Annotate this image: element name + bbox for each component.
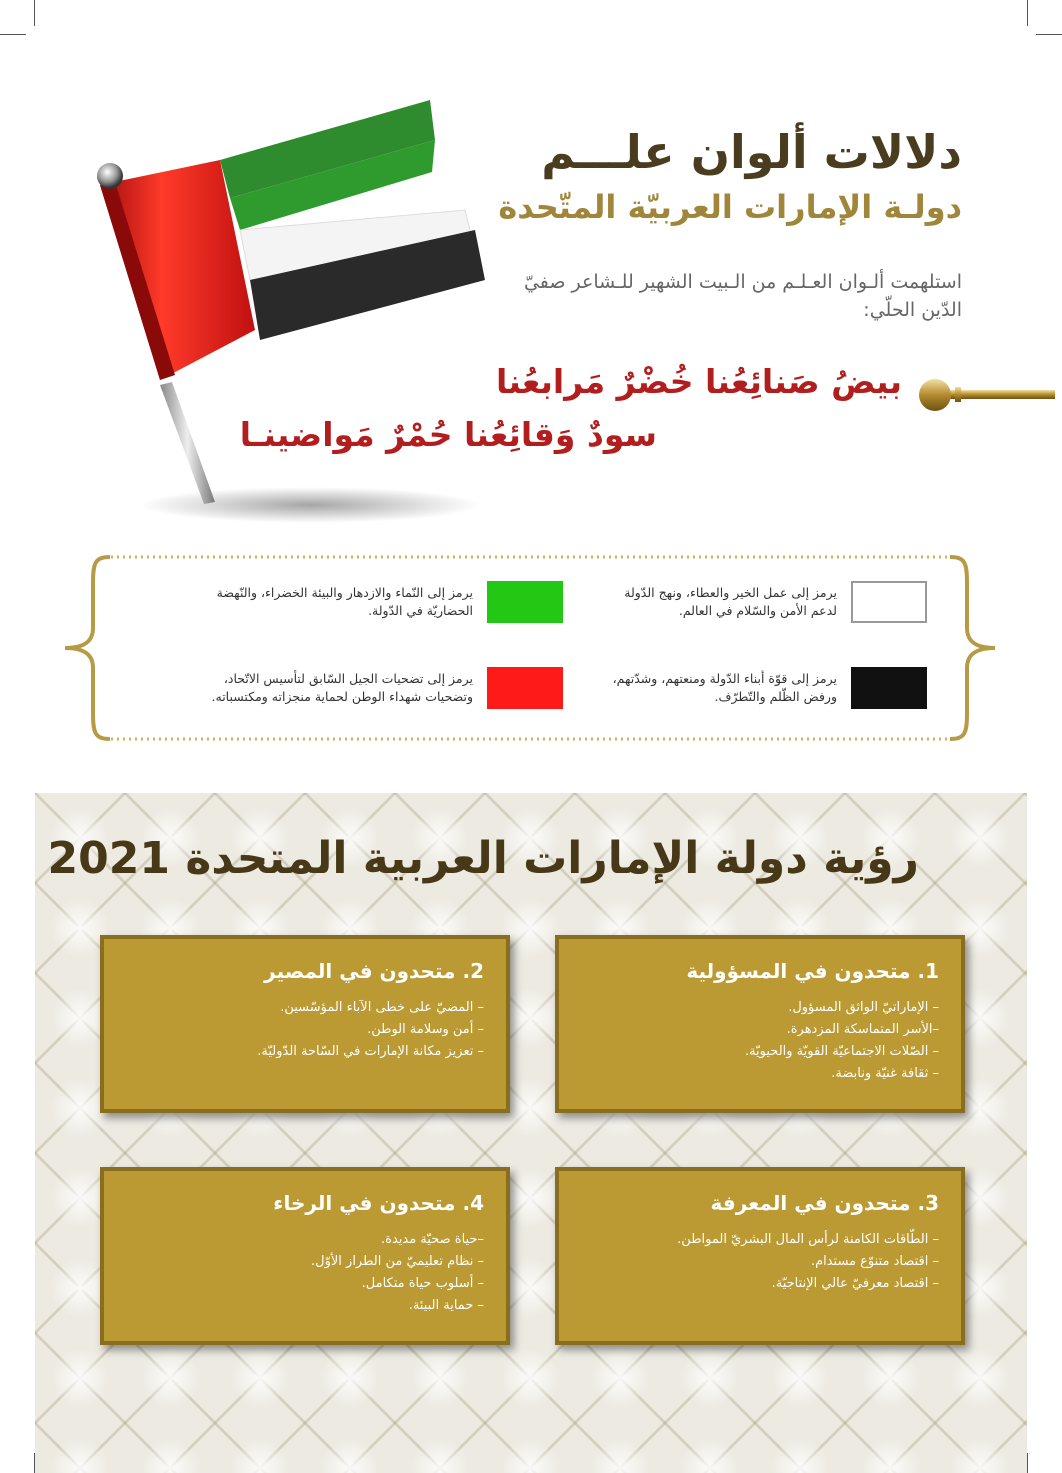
meaning-text: يرمز إلى تضحيات الجيل السّابق لتأسيس الاتّحاد، وتضحيات شهداء الوطن لحماية منجزاته ومكتسباته. [211,671,473,704]
list-item: – الإماراتيّ الواثق المسؤول. [788,1000,939,1015]
crop-mark [34,0,35,26]
uae-flag-illustration [80,90,500,530]
vision-card-knowledge [555,1167,965,1345]
gold-rod-ornament [915,375,1055,415]
vision-card-destiny [100,935,510,1113]
red-swatch [487,667,563,709]
white-swatch [851,581,927,623]
flag-color-meanings [35,553,1025,743]
meaning-white [597,581,927,623]
meaning-text: يرمز إلى قوّة أبناء الدّولة ومنعتهم، وشدّتهم، ورفض الظّلم والتّطرّف. [612,671,837,704]
vision-2021-section [35,793,1027,1473]
poem-line-2: سودٌ وَقائِعُنا حُمْرٌ مَواضينـا [239,415,657,454]
list-item: – ثقافة غنيّة ونابضة. [831,1066,939,1081]
crop-mark [0,34,26,35]
main-title: دلالات ألوان علـــم [541,125,962,179]
crop-mark [1027,1453,1028,1473]
crop-mark [1036,34,1062,35]
list-item: – نظام تعليميّ من الطراز الأوّل. [311,1254,484,1269]
black-swatch [851,667,927,709]
list-item: – الصّلات الاجتماعيّة القويّة والحيويّة. [744,1044,939,1059]
card-title: 4. متحدون في الرخاء [273,1191,484,1215]
list-item: – المضيّ على خطى الآباء المؤسّسين. [280,1000,484,1015]
list-item: – أسلوب حياة متكامل. [361,1276,484,1291]
vision-title: رؤية دولة الإمارات العربية المتحدة 2021 [47,833,919,884]
subtitle: دولـة الإمارات العربيّة المتّحدة [498,188,962,226]
list-item: – الطّاقات الكامنة لرأس المال البشريّ المواطن. [677,1232,939,1247]
vision-card-prosperity [100,1167,510,1345]
list-item: –حياة صحيّة مديدة. [381,1232,484,1247]
green-swatch [487,581,563,623]
card-title: 3. متحدون في المعرفة [710,1191,939,1215]
list-item: – أمن وسلامة الوطن. [367,1022,484,1037]
vision-card-responsibility [555,935,965,1113]
card-title: 2. متحدون في المصير [264,959,484,983]
card-title: 1. متحدون في المسؤولية [686,959,939,983]
meaning-text: يرمز إلى النّماء والازدهار والبيئة الخضراء، والنّهضة الحضاريّة في الدّولة. [216,585,473,618]
list-item: – حماية البيئة. [408,1298,484,1313]
meaning-green [173,581,563,623]
crop-mark [1027,0,1028,26]
intro-text: استلهمت ألـوان العـلـم من الـبيت الشهير للـشاعر صفيّ الدّين الحلّي: [523,271,962,321]
meaning-red [173,667,563,709]
list-item: – اقتصاد متنوّع مستدام. [810,1254,939,1269]
meaning-black [597,667,927,709]
poem-line-1: بيضُ صَنائِعُنا خُضْرٌ مَرابعُنا [496,362,902,401]
meaning-text: يرمز إلى عمل الخير والعطاء، ونهج الدّولة لدعم الأمن والسّلام في العالم. [624,585,837,618]
list-item: – تعزيز مكانة الإمارات في السّاحة الدّوليّة. [257,1044,484,1059]
list-item: – اقتصاد معرفيّ عالي الإنتاجيّة. [771,1276,939,1291]
list-item: –الأسر المتماسكة المزدهرة. [786,1022,939,1037]
